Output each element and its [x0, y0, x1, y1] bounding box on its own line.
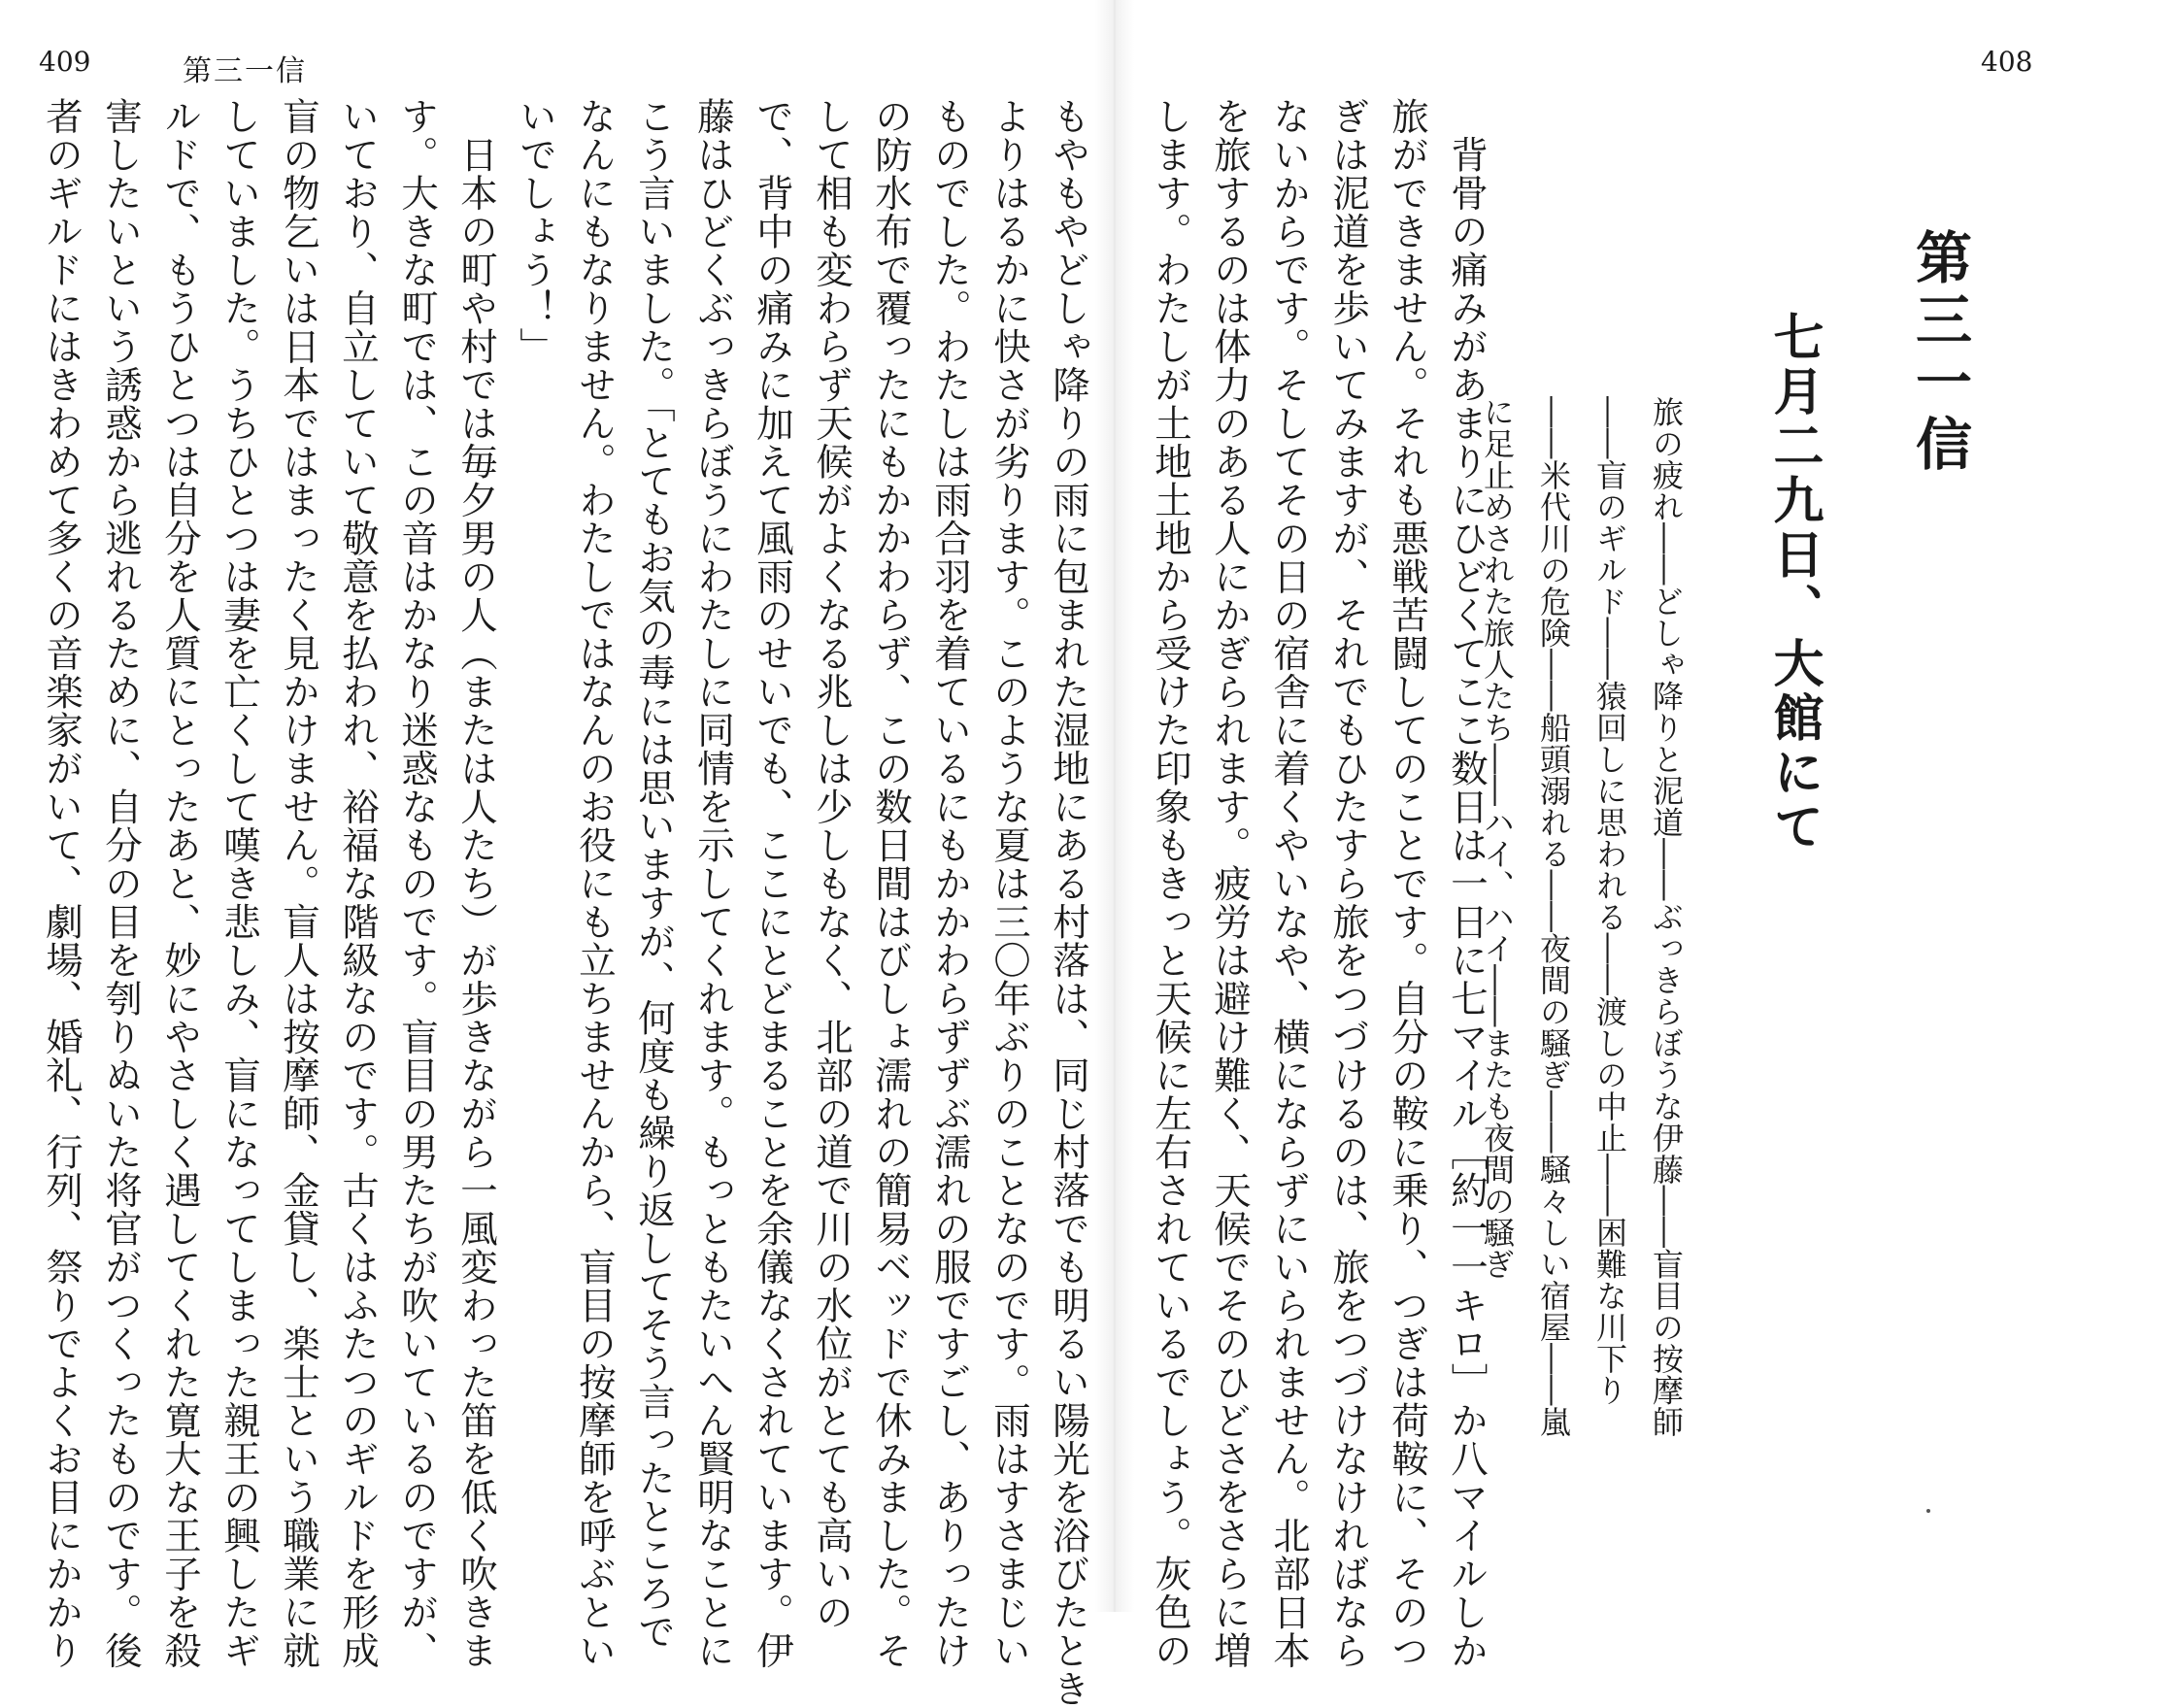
left-body-line: 藤はひどくぶっきらぼうにわたしに同情を示してくれます。もっともたいへん賢明なことに	[691, 97, 735, 1670]
right-body-line: を旅するのは体力のある人にかぎられます。疲労は避け難く、天候でそのひどさをさらに増	[1208, 97, 1252, 1670]
right-body-line: ないからです。そしてその日の宿舎に着くやいなや、横にならずにいられません。北部日本	[1267, 97, 1311, 1670]
left-body-line: 者のギルドにはきわめて多くの音楽家がいて、劇場、婚礼、行列、祭りでよくお目にかかり	[40, 97, 84, 1670]
chapter-title: 第三一信	[1906, 228, 1972, 477]
left-body-line: の防水布で覆ったにもかかわらず、この数日間はびしょ濡れの簡易ベッドで休みました。そ	[869, 97, 913, 1670]
right-body-line: 背骨の痛みがあまりにひどくてここ数日は一日に七マイル［約一一キロ］か八マイルしか	[1445, 97, 1489, 1670]
chapter-summary-line: 旅の疲れ――どしゃ降りと泥道――ぶっきらぼうな伊藤――盲目の按摩師	[1648, 396, 1685, 1438]
left-body-line: 盲の物乞いは日本ではまったく見かけません。盲人は按摩師、金貸し、楽士という職業に就	[277, 97, 320, 1670]
page-number-right: 408	[1981, 46, 2033, 78]
left-body-line: ものでした。わたしは雨合羽を着ているにもかかわらずずぶ濡れの服ですごし、ありったけ	[928, 97, 972, 1670]
chapter-summary-line: ――米代川の危険――船頭溺れる――夜間の騒ぎ――騒々しい宿屋――嵐	[1535, 396, 1572, 1438]
page-gutter	[1095, 0, 1134, 1612]
left-body-line: よりはるかに快さが劣ります。このような夏は三〇年ぶりのことなのです。雨はすさまじい	[987, 97, 1031, 1670]
running-head: 第三一信	[183, 54, 307, 88]
left-body-line: いており、自立していて敬意を払われ、裕福な階級なのです。古くはふたつのギルドを形成	[336, 97, 380, 1670]
left-body-line: 害したいという誘惑から逃れるために、自分の目を刳りぬいた将官がつくったものです。後	[99, 97, 143, 1670]
left-body-line: もやもやどしゃ降りの雨に包まれた湿地にある村落は、同じ村落でも明るい陽光を浴びたとき	[1047, 97, 1090, 1708]
left-body-line: なんにもなりません。わたしではなんのお役にも立ちませんから、盲目の按摩師を呼ぶとい	[573, 97, 617, 1670]
page-number-left: 409	[39, 46, 91, 78]
chapter-summary-line: に足止めされた旅人たち――ハイ、ハイ――またも夜間の騒ぎ	[1479, 396, 1516, 1280]
right-body-line: ぎは泥道を歩いてみますが、それでもひたすら旅をつづけるのは、旅をつづけなければなら	[1326, 97, 1370, 1670]
right-body-line: 旅ができません。それも悪戦苦闘してのことです。自分の鞍に乗り、つぎは荷鞍に、そのつ	[1386, 97, 1429, 1670]
date-heading: 七月二九日、大館にて	[1764, 311, 1824, 854]
left-body-line: で、背中の痛みに加えて風雨のせいでも、ここにとどまることを余儀なくされています。伊	[751, 97, 794, 1670]
left-body-line: す。大きな町では、この音はかなり迷惑なものです。盲目の男たちが吹いているのですが、	[395, 97, 439, 1670]
left-body-line: ルドで、もうひとつは自分を人質にとったあと、妙にやさしく遇してくれた寛大な王子を殺	[158, 97, 202, 1670]
left-body-line: して相も変わらず天候がよくなる兆しは少しもなく、北部の道で川の水位がとても高いの	[810, 97, 853, 1631]
left-body-line: いでしょう！」	[514, 97, 557, 366]
left-body-line: 日本の町や村では毎夕男の人（または人たち）が歩きながら一風変わった笛を低く吹きま	[454, 97, 498, 1670]
left-body-line: していました。うちひとつは妻を亡くして嘆き悲しみ、盲になってしまった親王の興したギ	[218, 97, 261, 1670]
scan-speck	[1926, 1509, 1930, 1513]
left-body-line: こう言いました。「とてもお気の毒には思いますが、何度も繰り返してそう言ったところで	[632, 97, 676, 1652]
right-body-line: します。わたしが土地土地から受けた印象もきっと天候に左右されているでしょう。灰色の	[1149, 97, 1192, 1670]
chapter-summary-line: ――盲のギルド――猿回しに思われる――渡しの中止――困難な川下り	[1591, 396, 1628, 1406]
